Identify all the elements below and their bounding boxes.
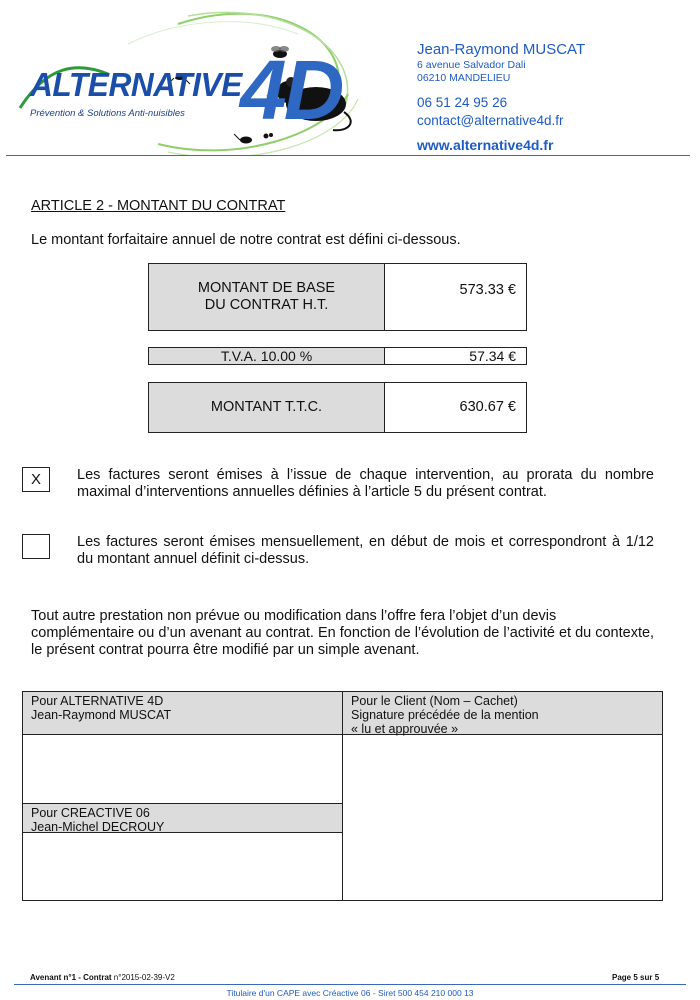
footer-contract-ref <box>30 973 175 982</box>
signature-table <box>22 691 663 901</box>
footer-contract-number: n°2015-02-39-V2 <box>111 973 175 982</box>
logo-tagline: Prévention & Solutions Anti-nuisibles <box>30 108 185 119</box>
partner-name: Jean-Michel DECROUY <box>31 820 165 834</box>
footer-legal: Titulaire d'un CAPE avec Créactive 06 - Siret 500 454 210 000 13 <box>226 988 474 998</box>
provider-name: Jean-Raymond MUSCAT <box>31 708 172 722</box>
ttc-amount-box <box>148 382 527 433</box>
phone-number: 06 51 24 95 26 <box>417 95 508 110</box>
footer-divider <box>14 984 686 985</box>
invoice-per-intervention-checkbox[interactable]: X <box>22 467 50 492</box>
logo-initial: A <box>30 66 53 103</box>
tva-amount-box <box>148 347 527 365</box>
invoice-monthly-text: Les factures seront émises mensuellement, en début de mois et correspondront à 1/12 du montant annuel définit ci-dessus. <box>77 534 654 567</box>
provider-company: Pour ALTERNATIVE 4D <box>31 694 164 708</box>
logo-4d: 4D <box>240 43 342 137</box>
contact-name: Jean-Raymond MUSCAT <box>417 41 586 58</box>
base-amount-label-line1: MONTANT DE BASE <box>197 280 336 296</box>
base-amount-value: 573.33 € <box>459 282 516 298</box>
client-instruction: Signature précédée de la mention <box>351 708 539 722</box>
signature-column-divider <box>342 692 343 900</box>
client-label: Pour le Client (Nom – Cachet) <box>351 694 518 708</box>
partner-company: Pour CREACTIVE 06 <box>31 806 150 820</box>
invoice-monthly-checkbox[interactable] <box>22 534 50 559</box>
website-link[interactable]: www.alternative4d.fr <box>417 137 554 153</box>
footer-contract-label: Avenant n°1 - Contrat <box>30 973 112 982</box>
contact-block <box>417 40 585 154</box>
company-logo <box>8 4 364 156</box>
provider-signature-header <box>23 692 342 735</box>
article-intro: Le montant forfaitaire annuel de notre contrat est défini ci-dessous. <box>31 232 461 248</box>
client-mention: « lu et approuvée » <box>351 722 459 736</box>
additional-services-paragraph: Tout autre prestation non prévue ou modification dans l’offre fera l’objet d’un devis complémentaire ou d’un avenant au contrat. En fonction de l’évolution de l’activité et du contexte, le présent contrat pourra être modifié par un simple avenant. <box>31 608 655 658</box>
email-link[interactable]: contact@alternative4d.fr <box>417 113 564 128</box>
page-number: Page 5 sur 5 <box>612 973 660 982</box>
article-title: ARTICLE 2 - MONTANT DU CONTRAT <box>31 198 286 214</box>
address-line-2: 06210 MANDELIEU <box>417 72 511 84</box>
ttc-label: MONTANT T.T.C. <box>149 383 385 432</box>
header-divider <box>6 155 690 156</box>
tva-value: 57.34 € <box>469 348 516 364</box>
logo-word-text: LTERNATIVE <box>52 66 242 103</box>
base-amount-label <box>149 264 385 330</box>
base-amount-label-line2: DU CONTRAT H.T. <box>204 297 329 313</box>
address-line-1: 6 avenue Salvador Dali <box>417 59 526 71</box>
partner-signature-header <box>23 803 342 833</box>
logo-wordmark <box>30 66 242 104</box>
client-signature-header <box>343 692 662 735</box>
ttc-value: 630.67 € <box>459 399 516 415</box>
invoice-per-intervention-text: Les factures seront émises à l’issue de chaque intervention, au prorata du nombre maximal d’interventions annuelles définies à l’article 5 du présent contrat. <box>77 467 654 500</box>
tva-label: T.V.A. 10.00 % <box>149 348 385 364</box>
base-amount-box <box>148 263 527 331</box>
